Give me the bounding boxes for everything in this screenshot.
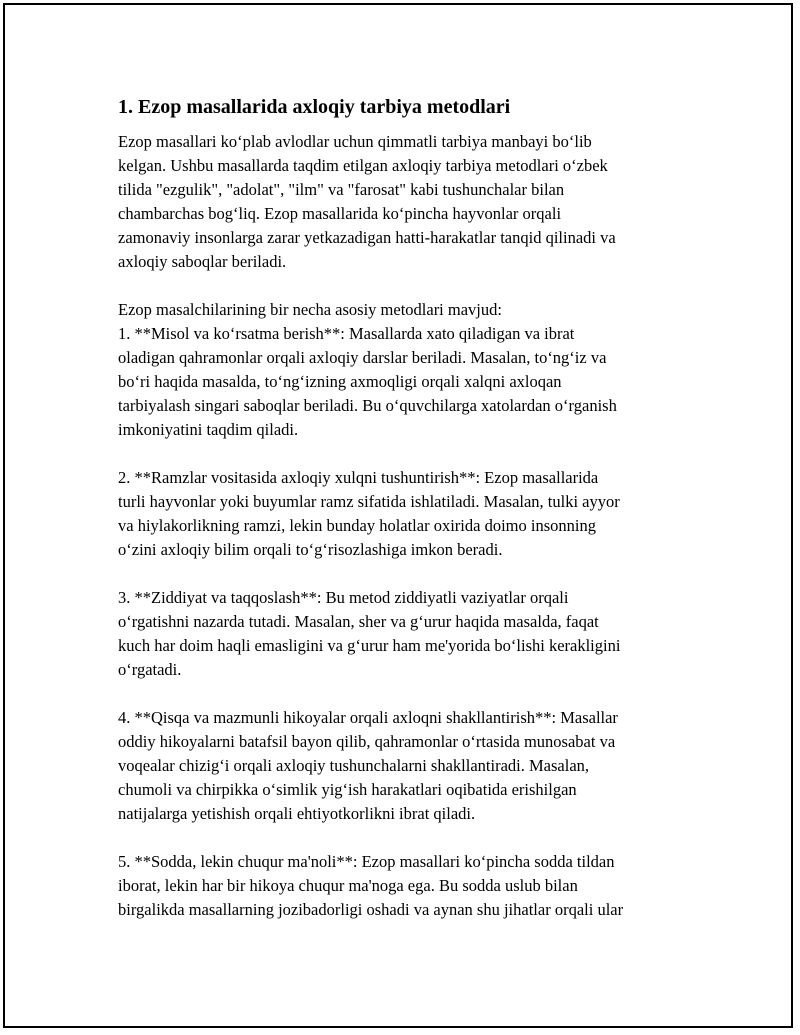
text-line: o‘zini axloqiy bilim orqali to‘g‘risozlashiga imkon beradi.	[118, 540, 503, 559]
text-line: imkoniyatini taqdim qiladi.	[118, 420, 299, 439]
text-line: voqealar chizig‘i orqali axloqiy tushunchalarni shakllantiradi. Masalan,	[118, 756, 590, 775]
text-line: va hiylakorlikning ramzi, lekin bunday holatlar oxirida doimo insonning	[118, 516, 596, 535]
paragraph-method-3	[118, 586, 693, 682]
paragraph-intro	[118, 130, 693, 274]
text-line: oladigan qahramonlar orqali axloqiy darslar beriladi. Masalan, to‘ng‘iz va	[118, 348, 607, 367]
text-line: iborat, lekin har bir hikoya chuqur ma'noga ega. Bu sodda uslub bilan	[118, 876, 578, 895]
paragraph-method-5	[118, 850, 693, 922]
text-line: tilida "ezgulik", "adolat", "ilm" va "farosat" kabi tushunchalar bilan	[118, 180, 565, 199]
text-line: kuch har doim haqli emasligini va g‘urur ham me'yorida bo‘lishi kerakligini	[118, 636, 621, 655]
text-line: natijalarga yetishish orqali ehtiyotkorlikni ibrat qiladi.	[118, 804, 476, 823]
text-line: 4. **Qisqa va mazmunli hikoyalar orqali axloqni shakllantirish**: Masallar	[118, 708, 618, 727]
text-line: 1. **Misol va ko‘rsatma berish**: Masallarda xato qiladigan va ibrat	[118, 324, 575, 343]
text-line: 3. **Ziddiyat va taqqoslash**: Bu metod ziddiyatli vaziyatlar orqali	[118, 588, 569, 607]
paragraph-method-2	[118, 466, 693, 562]
document-body	[118, 94, 693, 922]
paragraph-method-4	[118, 706, 693, 826]
text-line: chumoli va chirpikka o‘simlik yig‘ish harakatlari oqibatida erishilgan	[118, 780, 577, 799]
text-line: Ezop masallari ko‘plab avlodlar uchun qimmatli tarbiya manbayi bo‘lib	[118, 132, 592, 151]
text-line: o‘rgatadi.	[118, 660, 182, 679]
text-line: birgalikda masallarning jozibadorligi oshadi va aynan shu jihatlar orqali ular	[118, 900, 624, 919]
text-line: o‘rgatishni nazarda tutadi. Masalan, sher va g‘urur haqida masalda, faqat	[118, 612, 599, 631]
text-line: turli hayvonlar yoki buyumlar ramz sifatida ishlatiladi. Masalan, tulki ayyor	[118, 492, 620, 511]
text-line: Ezop masalchilarining bir necha asosiy metodlari mavjud:	[118, 300, 502, 319]
text-line: 2. **Ramzlar vositasida axloqiy xulqni tushuntirish**: Ezop masallarida	[118, 468, 599, 487]
text-line: chambarchas bog‘liq. Ezop masallarida ko‘pincha hayvonlar orqali	[118, 204, 562, 223]
text-line: tarbiyalash singari saboqlar beriladi. Bu o‘quvchilarga xatolardan o‘rganish	[118, 396, 617, 415]
text-line: axloqiy saboqlar beriladi.	[118, 252, 287, 271]
text-line: bo‘ri haqida masalda, to‘ng‘izning axmoqligi orqali xalqni axloqan	[118, 372, 562, 391]
text-line: oddiy hikoyalarni batafsil bayon qilib, qahramonlar o‘rtasida munosabat va	[118, 732, 616, 751]
section-heading: 1. Ezop masallarida axloqiy tarbiya metodlari	[118, 96, 511, 118]
text-line: zamonaviy insonlarga zarar yetkazadigan hatti-harakatlar tanqid qilinadi va	[118, 228, 616, 247]
paragraph-method-1	[118, 298, 693, 442]
text-line: 5. **Sodda, lekin chuqur ma'noli**: Ezop masallari ko‘pincha sodda tildan	[118, 852, 615, 871]
text-line: kelgan. Ushbu masallarda taqdim etilgan axloqiy tarbiya metodlari o‘zbek	[118, 156, 608, 175]
